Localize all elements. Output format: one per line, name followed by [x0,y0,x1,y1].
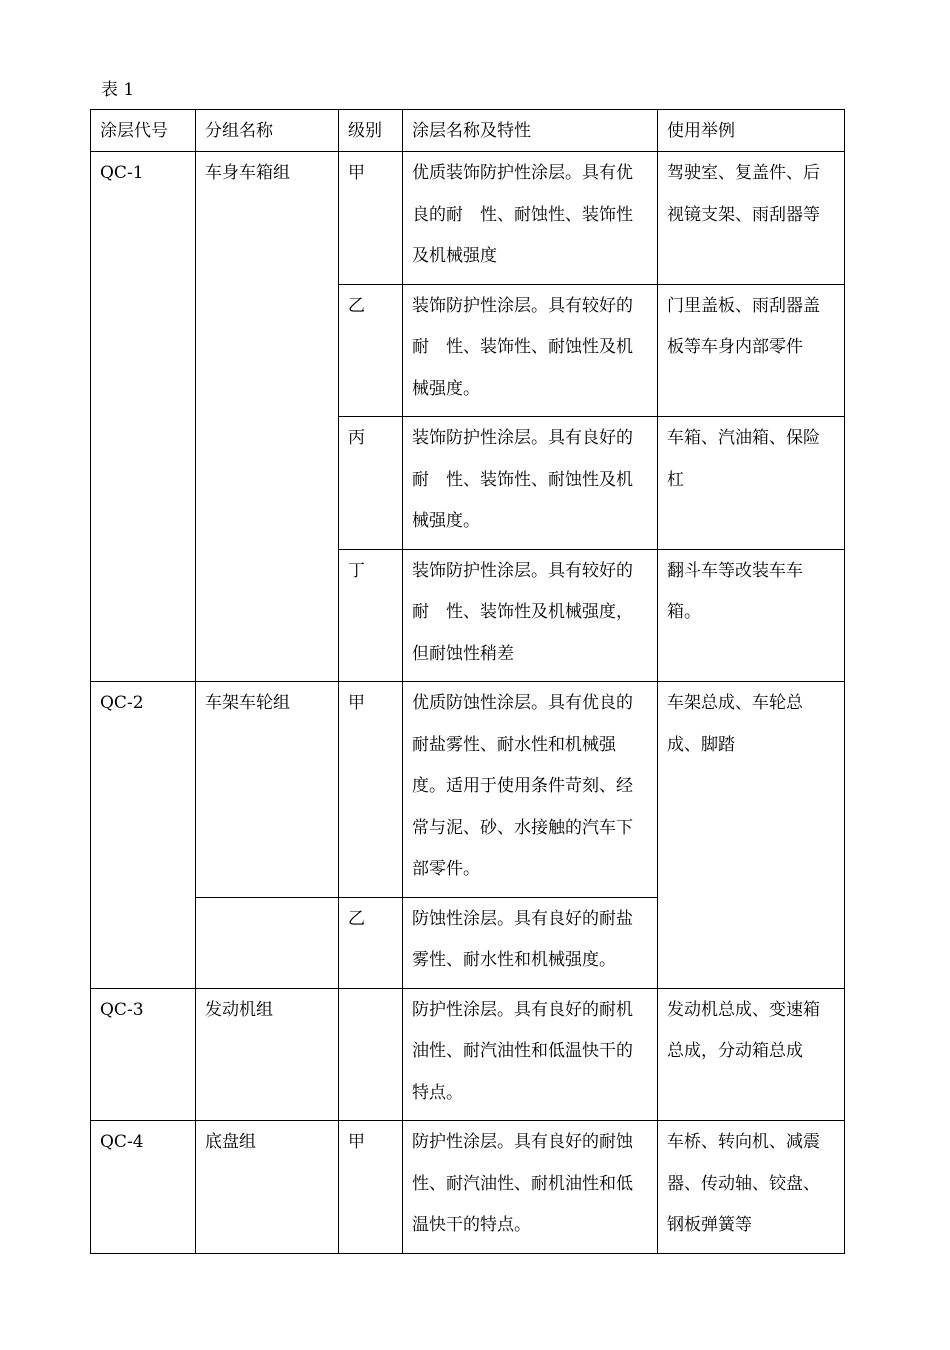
table-row [91,1121,845,1254]
cell-code: QC-4 [91,1121,196,1254]
cell-group: 发动机组 [196,988,339,1121]
table-caption: 表 1 [101,80,135,100]
cell-code: QC-1 [91,152,196,682]
table-row [91,988,845,1121]
cell-desc: 防护性涂层。具有良好的耐机油性、耐汽油性和低温快干的特点。 [403,988,658,1121]
header-code: 涂层代号 [91,110,196,152]
cell-code: QC-3 [91,988,196,1121]
table-row [91,152,845,285]
cell-level: 乙 [339,897,403,988]
cell-usage: 车箱、汽油箱、保险杠 [658,417,845,550]
cell-level: 甲 [339,682,403,898]
cell-level [339,988,403,1121]
cell-usage: 车架总成、车轮总成、脚踏 [658,682,845,989]
cell-desc: 优质装饰防护性涂层。具有优良的耐 性、耐蚀性、装饰性及机械强度 [403,152,658,285]
cell-level: 乙 [339,284,403,417]
table-header-row [91,110,845,152]
cell-usage: 翻斗车等改装车车箱。 [658,549,845,682]
cell-code: QC-2 [91,682,196,989]
header-level: 级别 [339,110,403,152]
cell-usage: 发动机总成、变速箱总成，分动箱总成 [658,988,845,1121]
cell-group [196,897,339,988]
cell-group: 底盘组 [196,1121,339,1254]
coating-table [90,109,845,1254]
cell-level: 甲 [339,152,403,285]
header-group: 分组名称 [196,110,339,152]
cell-usage: 驾驶室、复盖件、后视镜支架、雨刮器等 [658,152,845,285]
header-usage: 使用举例 [658,110,845,152]
cell-usage: 车桥、转向机、减震器、传动轴、铰盘、钢板弹簧等 [658,1121,845,1254]
cell-desc: 防蚀性涂层。具有良好的耐盐雾性、耐水性和机械强度。 [403,897,658,988]
cell-group: 车身车箱组 [196,152,339,682]
cell-desc: 装饰防护性涂层。具有良好的耐 性、装饰性、耐蚀性及机械强度。 [403,417,658,550]
cell-level: 甲 [339,1121,403,1254]
cell-level: 丁 [339,549,403,682]
cell-desc: 优质防蚀性涂层。具有优良的耐盐雾性、耐水性和机械强度。适用于使用条件苛刻、经常与泥、砂、水接触的汽车下部零件。 [403,682,658,898]
header-desc: 涂层名称及特性 [403,110,658,152]
cell-desc: 装饰防护性涂层。具有较好的耐 性、装饰性、耐蚀性及机械强度。 [403,284,658,417]
cell-desc: 装饰防护性涂层。具有较好的耐 性、装饰性及机械强度，但耐蚀性稍差 [403,549,658,682]
cell-level: 丙 [339,417,403,550]
cell-group: 车架车轮组 [196,682,339,898]
table-row [91,682,845,898]
cell-desc: 防护性涂层。具有良好的耐蚀性、耐汽油性、耐机油性和低温快干的特点。 [403,1121,658,1254]
cell-usage: 门里盖板、雨刮器盖板等车身内部零件 [658,284,845,417]
